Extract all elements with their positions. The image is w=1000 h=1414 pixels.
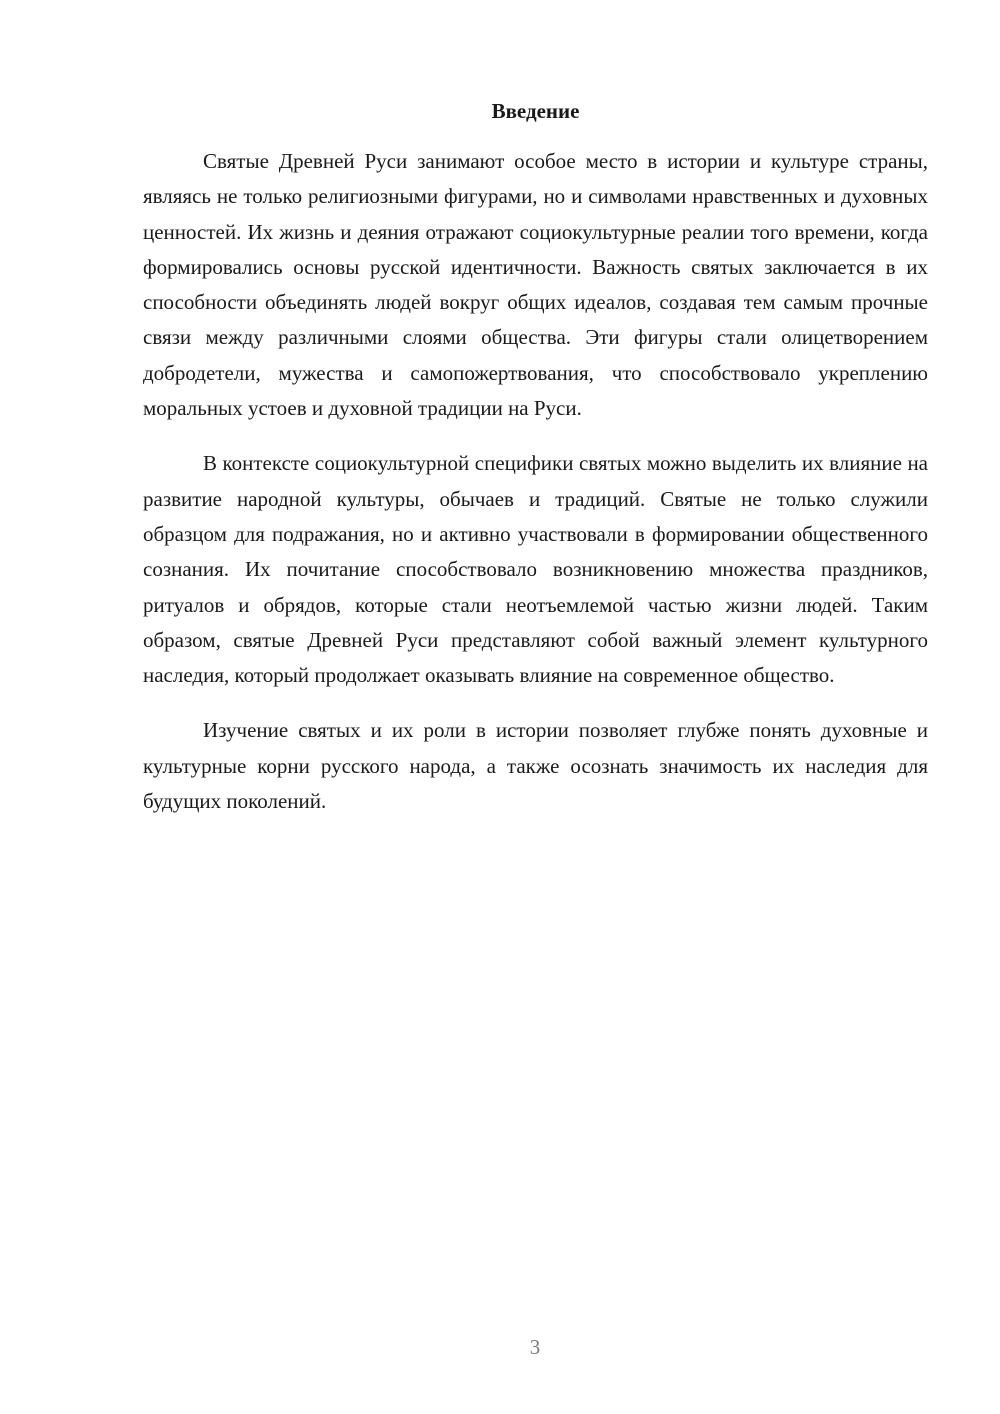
paragraph-3: Изучение святых и их роли в истории позволяет глубже понять духовные и культурные корни русского народа, а также осознать значимость их наследия для будущих поколений. [143, 718, 928, 814]
paragraph-2: В контексте социокультурной специфики святых можно выделить их влияние на развитие народной культуры, обычаев и традиций. Святые не только служили образцом для подражания, но и активно участвовали в формировании общественного сознания. Их почитание способствовало возникновению множества праздников, ритуалов и обрядов, которые стали неотъемлемой частью жизни людей. Таким образом, святые Древней Руси представляют собой важный элемент культурного наследия, который продолжает оказывать влияние на современное общество. [143, 451, 928, 688]
page-content [143, 95, 928, 819]
paragraph-1: Святые Древней Руси занимают особое место в истории и культуре страны, являясь не только религиозными фигурами, но и символами нравственных и духовных ценностей. Их жизнь и деяния отражают социокультурные реалии того времени, когда формировались основы русской идентичности. Важность святых заключается в их способности объединять людей вокруг общих идеалов, создавая тем самым прочные связи между различными слоями общества. Эти фигуры стали олицетворением добродетели, мужества и самопожертвования, что способствовало укреплению моральных устоев и духовной традиции на Руси. [143, 149, 928, 421]
page-number: 3 [529, 1335, 541, 1359]
section-heading: Введение [491, 99, 580, 123]
